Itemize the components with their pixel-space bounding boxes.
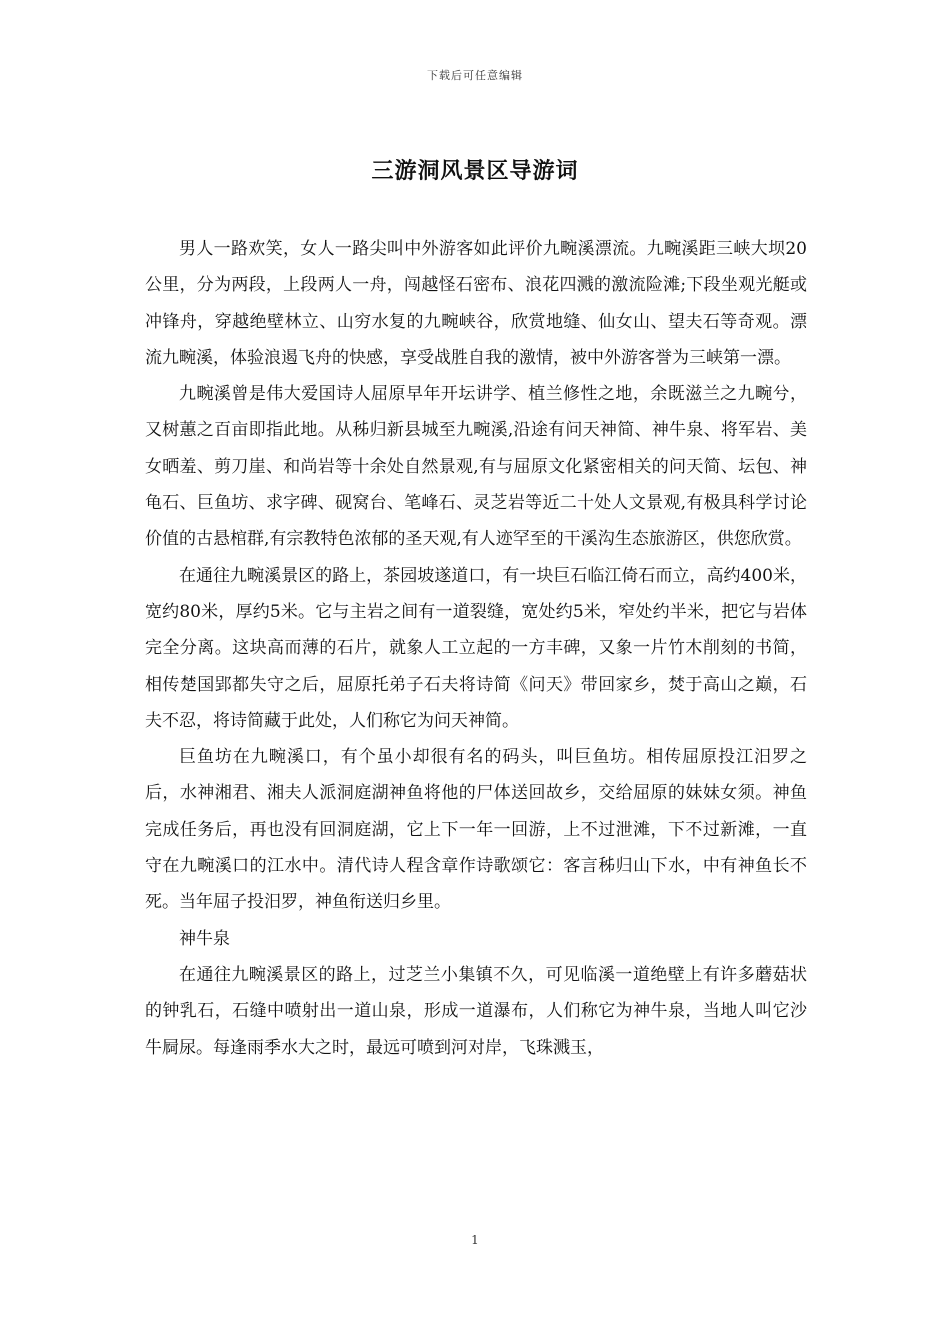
section-heading: 神牛泉 bbox=[179, 928, 230, 949]
paragraph: 在通往九畹溪景区的路上，过芝兰小集镇不久，可见临溪一道绝壁上有许多蘑菇状的钟乳石，石缝中喷射出一道山泉，形成一道瀑布，人们称它为神牛泉，当地人叫它沙牛屙尿。每逢雨季水大之时，最远可喷到河对岸，飞珠溅玉， bbox=[145, 964, 807, 1058]
paragraph: 巨鱼坊在九畹溪口，有个虽小却很有名的码头，叫巨鱼坊。相传屈原投江汨罗之后，水神湘君、湘夫人派洞庭湖神鱼将他的尸体送回故乡，交给屈原的妹妹女须。神鱼完成任务后，再也没有回洞庭湖，它上下一年一回游，上不过泄滩，下不过新滩，一直守在九畹溪口的江水中。清代诗人程含章作诗歌颂它：客言秭归山下水，中有神鱼长不死。当年屈子投汨罗，神鱼衔送归乡里。 bbox=[145, 747, 807, 913]
paragraph: 九畹溪曾是伟大爱国诗人屈原早年开坛讲学、植兰修性之地，余既滋兰之九畹兮，又树蕙之百亩即指此地。从秭归新县城至九畹溪,沿途有问天神简、神牛泉、将军岩、美女晒羞、剪刀崖、和尚岩等十余处自然景观,有与屈原文化紧密相关的问天简、坛包、神龟石、巨鱼坊、求字碑、砚窝台、笔峰石、灵芝岩等近二十处人文景观,有极具科学讨论价值的古悬棺群,有宗教特色浓郁的圣天观,有人迹罕至的干溪沟生态旅游区，供您欣赏。 bbox=[145, 384, 807, 550]
document-body bbox=[145, 231, 807, 1066]
page-header: 下载后可任意编辑 bbox=[427, 69, 523, 82]
paragraph: 在通往九畹溪景区的路上，茶园坡遂道口，有一块巨石临江倚石而立，高约400米，宽约80米，厚约5米。它与主岩之间有一道裂缝，宽处约5米，窄处约半米，把它与岩体完全分离。这块高而薄的石片，就象人工立起的一方丰碑，又象一片竹木削刻的书简，相传楚国郢都失守之后，屈原托弟子石夫将诗简《问天》带回家乡，焚于高山之巅，石夫不忍，将诗简藏于此处，人们称它为问天神简。 bbox=[145, 565, 807, 731]
paragraph: 男人一路欢笑，女人一路尖叫中外游客如此评价九畹溪漂流。九畹溪距三峡大坝20公里，分为两段，上段两人一舟，闯越怪石密布、浪花四溅的激流险滩;下段坐观光艇或冲锋舟，穿越绝壁林立、山穷水复的九畹峡谷，欣赏地缝、仙女山、望夫石等奇观。漂流九畹溪，体验浪遏飞舟的快感，享受战胜自我的激情，被中外游客誉为三峡第一漂。 bbox=[145, 239, 807, 368]
page-number: 1 bbox=[471, 1233, 479, 1247]
document-title: 三游洞风景区导游词 bbox=[371, 158, 579, 184]
